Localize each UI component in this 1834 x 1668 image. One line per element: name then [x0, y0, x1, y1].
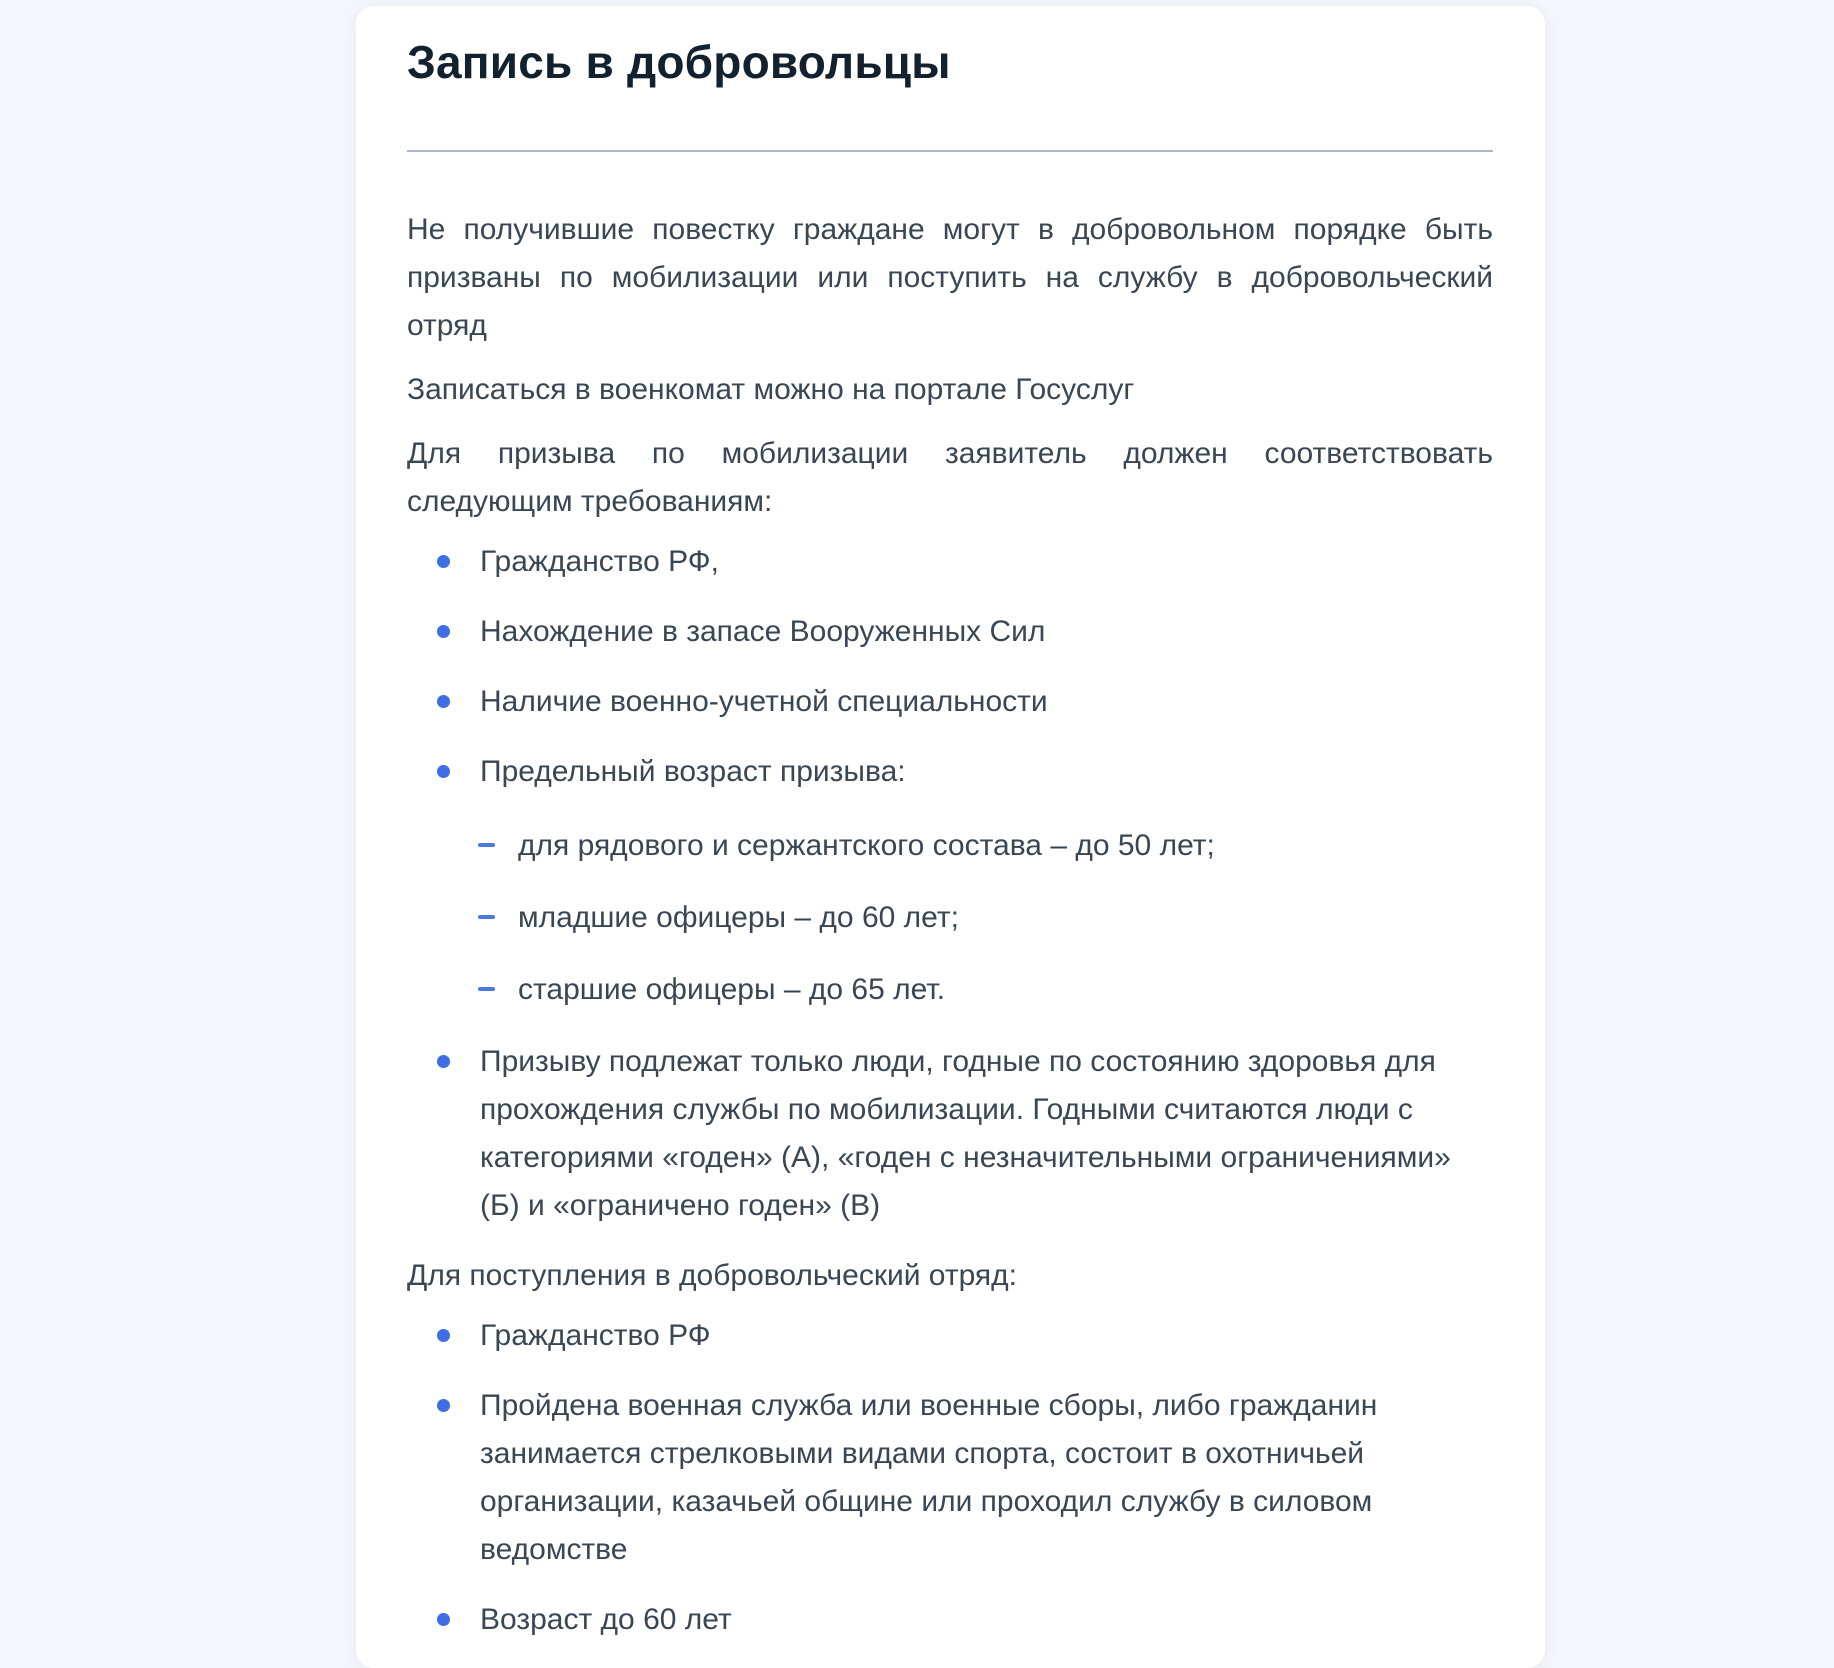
mobilization-intro-paragraph: Для призыва по мобилизации заявитель должен соответствовать следующим требованиям: [407, 437, 1493, 518]
sublist-item [407, 894, 1493, 942]
sublist-item [407, 822, 1493, 870]
list-item [407, 538, 1493, 586]
list-item-text: Пройдена военная служба или военные сборы, либо гражданин занимается стрелковыми видами спорта, состоит в охотничьей организации, казачьей общине или проходил службу в силовом ведомстве [480, 1389, 1378, 1566]
dash-icon [478, 987, 495, 991]
dash-icon [478, 915, 495, 919]
volunteer-requirements-list [407, 1312, 1493, 1644]
list-item [407, 1038, 1493, 1230]
sublist-item-text: для рядового и сержантского состава – до 50 лет; [518, 829, 1215, 862]
page-title: Запись в добровольцы [407, 36, 951, 88]
list-item [407, 678, 1493, 726]
list-item [407, 1596, 1493, 1644]
list-item [407, 608, 1493, 656]
bullet-icon [437, 695, 450, 708]
list-item-text: Предельный возраст призыва: [480, 755, 906, 788]
age-limits-sublist [407, 822, 1493, 1014]
sublist-item-text: старшие офицеры – до 65 лет. [518, 973, 946, 1006]
list-item-text: Возраст до 60 лет [480, 1603, 732, 1636]
sublist-item [407, 966, 1493, 1014]
list-item [407, 1382, 1493, 1574]
dash-icon [478, 843, 495, 847]
list-item-age-limit [407, 748, 1493, 1014]
list-item-text: Нахождение в запасе Вооруженных Сил [480, 615, 1046, 648]
bullet-icon [437, 1329, 450, 1342]
list-item-text: Гражданство РФ, [480, 545, 719, 578]
enroll-paragraph: Записаться в военкомат можно на портале Госуслуг [407, 373, 1135, 406]
bullet-icon [437, 555, 450, 568]
list-item-text: Гражданство РФ [480, 1319, 711, 1352]
bullet-icon [437, 765, 450, 778]
list-item-text: Призыву подлежат только люди, годные по состоянию здоровья для прохождения службы по мобилизации. Годными считаются люди с категориями «годен» (А), «годен с незначительными ограничениями» (Б) и «ограничено годен» (В) [480, 1045, 1451, 1222]
bullet-icon [437, 1055, 450, 1068]
bullet-icon [437, 1613, 450, 1626]
mobilization-requirements-list [407, 538, 1493, 1230]
list-item-text: Наличие военно-учетной специальности [480, 685, 1048, 718]
volunteer-intro-paragraph: Для поступления в добровольческий отряд: [407, 1259, 1018, 1292]
list-item [407, 1312, 1493, 1360]
title-divider [407, 150, 1493, 152]
sublist-item-text: младшие офицеры – до 60 лет; [518, 901, 959, 934]
bullet-icon [437, 1399, 450, 1412]
intro-paragraph: Не получившие повестку граждане могут в добровольном порядке быть призваны по мобилизации или поступить на службу в добровольческий отряд [407, 213, 1493, 342]
bullet-icon [437, 625, 450, 638]
content-card [356, 6, 1545, 1668]
